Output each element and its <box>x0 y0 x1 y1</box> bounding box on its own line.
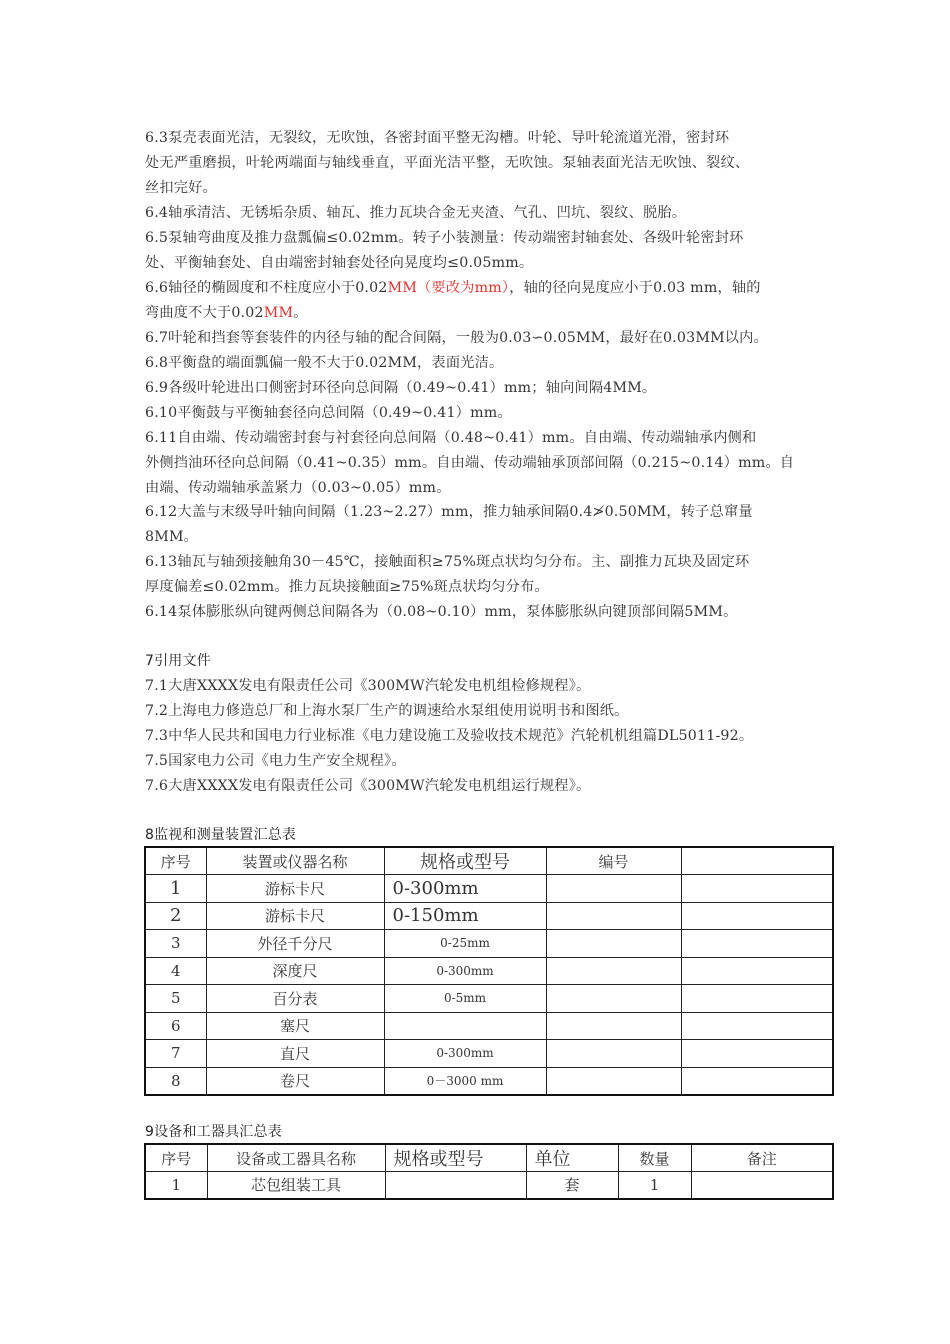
table-cell <box>546 902 681 930</box>
table-cell: 0-300mm <box>384 1040 546 1068</box>
table-cell: 0-25mm <box>384 930 546 958</box>
text-line: 6.9各级叶轮进出口侧密封环径向总间隔（0.49~0.41）mm；轴向间隔4MM。 <box>145 380 657 396</box>
text-line: 8MM。 <box>145 529 199 545</box>
text-line: 6.10平衡鼓与平衡轴套径向总间隔（0.49~0.41）mm。 <box>145 405 512 421</box>
table-header-row <box>145 847 833 875</box>
table-cell: 百分表 <box>206 985 384 1013</box>
text-span: 弯曲度不大于0.02 <box>145 305 264 321</box>
table-cell <box>546 957 681 985</box>
table-row <box>145 875 833 903</box>
table-cell <box>546 1040 681 1068</box>
section-8-title: 8监视和测量装置汇总表 <box>145 827 297 843</box>
table-cell <box>385 1172 526 1199</box>
table-cell: 卷尺 <box>206 1067 384 1095</box>
table-row <box>145 902 833 930</box>
table-cell: 深度尺 <box>206 957 384 985</box>
table-cell: 直尺 <box>206 1040 384 1068</box>
table-cell <box>681 1040 833 1068</box>
red-annotation: MM（要改为mm） <box>387 280 510 296</box>
table-cell: 0-300mm <box>384 957 546 985</box>
header-cell: 规格或型号 <box>384 847 546 875</box>
table-cell: 0-150mm <box>384 902 546 930</box>
equipment-tools-table <box>144 1143 834 1200</box>
table-cell: 8 <box>145 1067 206 1095</box>
table-cell <box>546 1067 681 1095</box>
text-span: 6.6轴径的椭圆度和不柱度应小于0.02 <box>145 280 388 296</box>
text-span: ，轴的径向晃度应小于0.03 mm，轴的 <box>509 280 761 296</box>
table-cell: 1 <box>618 1172 691 1199</box>
table-cell <box>681 1012 833 1040</box>
table-cell <box>681 930 833 958</box>
table-cell: 0-5mm <box>384 985 546 1013</box>
text-line <box>145 303 815 323</box>
table-cell: 1 <box>145 875 206 903</box>
text-line: 6.3泵壳表面光洁，无裂纹，无吹蚀，各密封面平整无沟槽。叶轮、导叶轮流道光滑，密封环 <box>145 130 730 146</box>
table-cell: 3 <box>145 930 206 958</box>
reference-item: 7.5国家电力公司《电力生产安全规程》。 <box>145 753 406 769</box>
header-cell: 设备或工器具名称 <box>207 1144 385 1172</box>
reference-item: 7.6大唐XXXX发电有限责任公司《300MW汽轮发电机组运行规程》。 <box>145 778 591 794</box>
text-line <box>145 278 815 298</box>
table-cell: 4 <box>145 957 206 985</box>
table-row <box>145 1012 833 1040</box>
section-7-title: 7引用文件 <box>145 653 211 669</box>
text-line: 由端、传动端轴承盖紧力（0.03~0.05）mm。 <box>145 480 451 496</box>
table-cell <box>546 875 681 903</box>
table-cell <box>681 1067 833 1095</box>
text-line: 外侧挡油环径向总间隔（0.41~0.35）mm。自由端、传动端轴承顶部间隔（0.215~0.14）mm。自 <box>145 455 795 471</box>
table-cell: 5 <box>145 985 206 1013</box>
table-row <box>145 930 833 958</box>
text-line: 处、平衡轴套处、自由端密封轴套处径向晃度均≤0.05mm。 <box>145 255 534 271</box>
reference-item: 7.2上海电力修造总厂和上海水泵厂生产的调速给水泵组使用说明书和图纸。 <box>145 703 629 719</box>
text-line: 6.12大盖与末级导叶轴向间隔（1.23~2.27）mm，推力轴承间隔0.4≯0.50MM，转子总窜量 <box>145 504 753 520</box>
table-cell <box>681 875 833 903</box>
section-9-title: 9设备和工器具汇总表 <box>145 1124 282 1140</box>
table-cell: 6 <box>145 1012 206 1040</box>
table-row <box>145 1172 833 1199</box>
header-cell <box>681 847 833 875</box>
table-cell: 外径千分尺 <box>206 930 384 958</box>
table-cell: 2 <box>145 902 206 930</box>
table-cell: 塞尺 <box>206 1012 384 1040</box>
text-span: 。 <box>293 305 308 321</box>
table-row <box>145 985 833 1013</box>
table-cell <box>681 985 833 1013</box>
header-cell: 装置或仪器名称 <box>206 847 384 875</box>
table-cell: 1 <box>145 1172 207 1199</box>
table-cell: 0－3000 mm <box>384 1067 546 1095</box>
table-row <box>145 1040 833 1068</box>
table-cell: 套 <box>526 1172 618 1199</box>
text-line: 丝扣完好。 <box>145 180 217 196</box>
header-cell: 序号 <box>145 1144 207 1172</box>
reference-item: 7.1大唐XXXX发电有限责任公司《300MW汽轮发电机组检修规程》。 <box>145 678 591 694</box>
red-annotation: MM <box>263 305 294 321</box>
header-cell: 序号 <box>145 847 206 875</box>
table-cell <box>681 957 833 985</box>
text-line: 6.7叶轮和挡套等套装件的内径与轴的配合间隔，一般为0.03∽0.05MM，最好在0.03MM以内。 <box>145 330 768 346</box>
text-line: 处无严重磨损，叶轮两端面与轴线垂直，平面光洁平整，无吹蚀。泵轴表面光洁无吹蚀、裂纹、 <box>145 155 750 171</box>
text-line: 6.14泵体膨胀纵向键两侧总间隔各为（0.08~0.10）mm，泵体膨胀纵向键顶部间隔5MM。 <box>145 604 738 620</box>
measuring-devices-table <box>144 846 834 1096</box>
header-cell: 数量 <box>618 1144 691 1172</box>
table-cell <box>384 1012 546 1040</box>
header-cell: 编号 <box>546 847 681 875</box>
header-cell: 单位 <box>526 1144 618 1172</box>
text-line: 6.5泵轴弯曲度及推力盘瓢偏≤0.02mm。转子小装测量：传动端密封轴套处、各级叶轮密封环 <box>145 230 744 246</box>
table-cell <box>691 1172 833 1199</box>
table-cell: 游标卡尺 <box>206 902 384 930</box>
table-cell: 芯包组装工具 <box>207 1172 385 1199</box>
header-cell: 备注 <box>691 1144 833 1172</box>
table-header-row <box>145 1144 833 1172</box>
table-row <box>145 1067 833 1095</box>
text-line: 厚度偏差≤0.02mm。推力瓦块接触面≥75%斑点状均匀分布。 <box>145 579 549 595</box>
table-cell <box>681 902 833 930</box>
table-cell: 0-300mm <box>384 875 546 903</box>
text-line: 6.13轴瓦与轴颈接触角30－45℃，接触面积≥75%斑点状均匀分布。主、副推力瓦块及固定环 <box>145 554 750 570</box>
header-cell: 规格或型号 <box>385 1144 526 1172</box>
table-cell <box>546 1012 681 1040</box>
table-cell <box>546 985 681 1013</box>
text-line: 6.11自由端、传动端密封套与衬套径向总间隔（0.48~0.41）mm。自由端、传动端轴承内侧和 <box>145 430 757 446</box>
text-line: 6.8平衡盘的端面瓢偏一般不大于0.02MM，表面光洁。 <box>145 355 504 371</box>
text-line: 6.4轴承清洁、无锈垢杂质、轴瓦、推力瓦块合金无夹渣、气孔、凹坑、裂纹、脱胎。 <box>145 205 687 221</box>
table-row <box>145 957 833 985</box>
table-cell: 游标卡尺 <box>206 875 384 903</box>
table-cell: 7 <box>145 1040 206 1068</box>
reference-item: 7.3中华人民共和国电力行业标准《电力建设施工及验收技术规范》汽轮机机组篇DL5011-92。 <box>145 728 754 744</box>
table-cell <box>546 930 681 958</box>
